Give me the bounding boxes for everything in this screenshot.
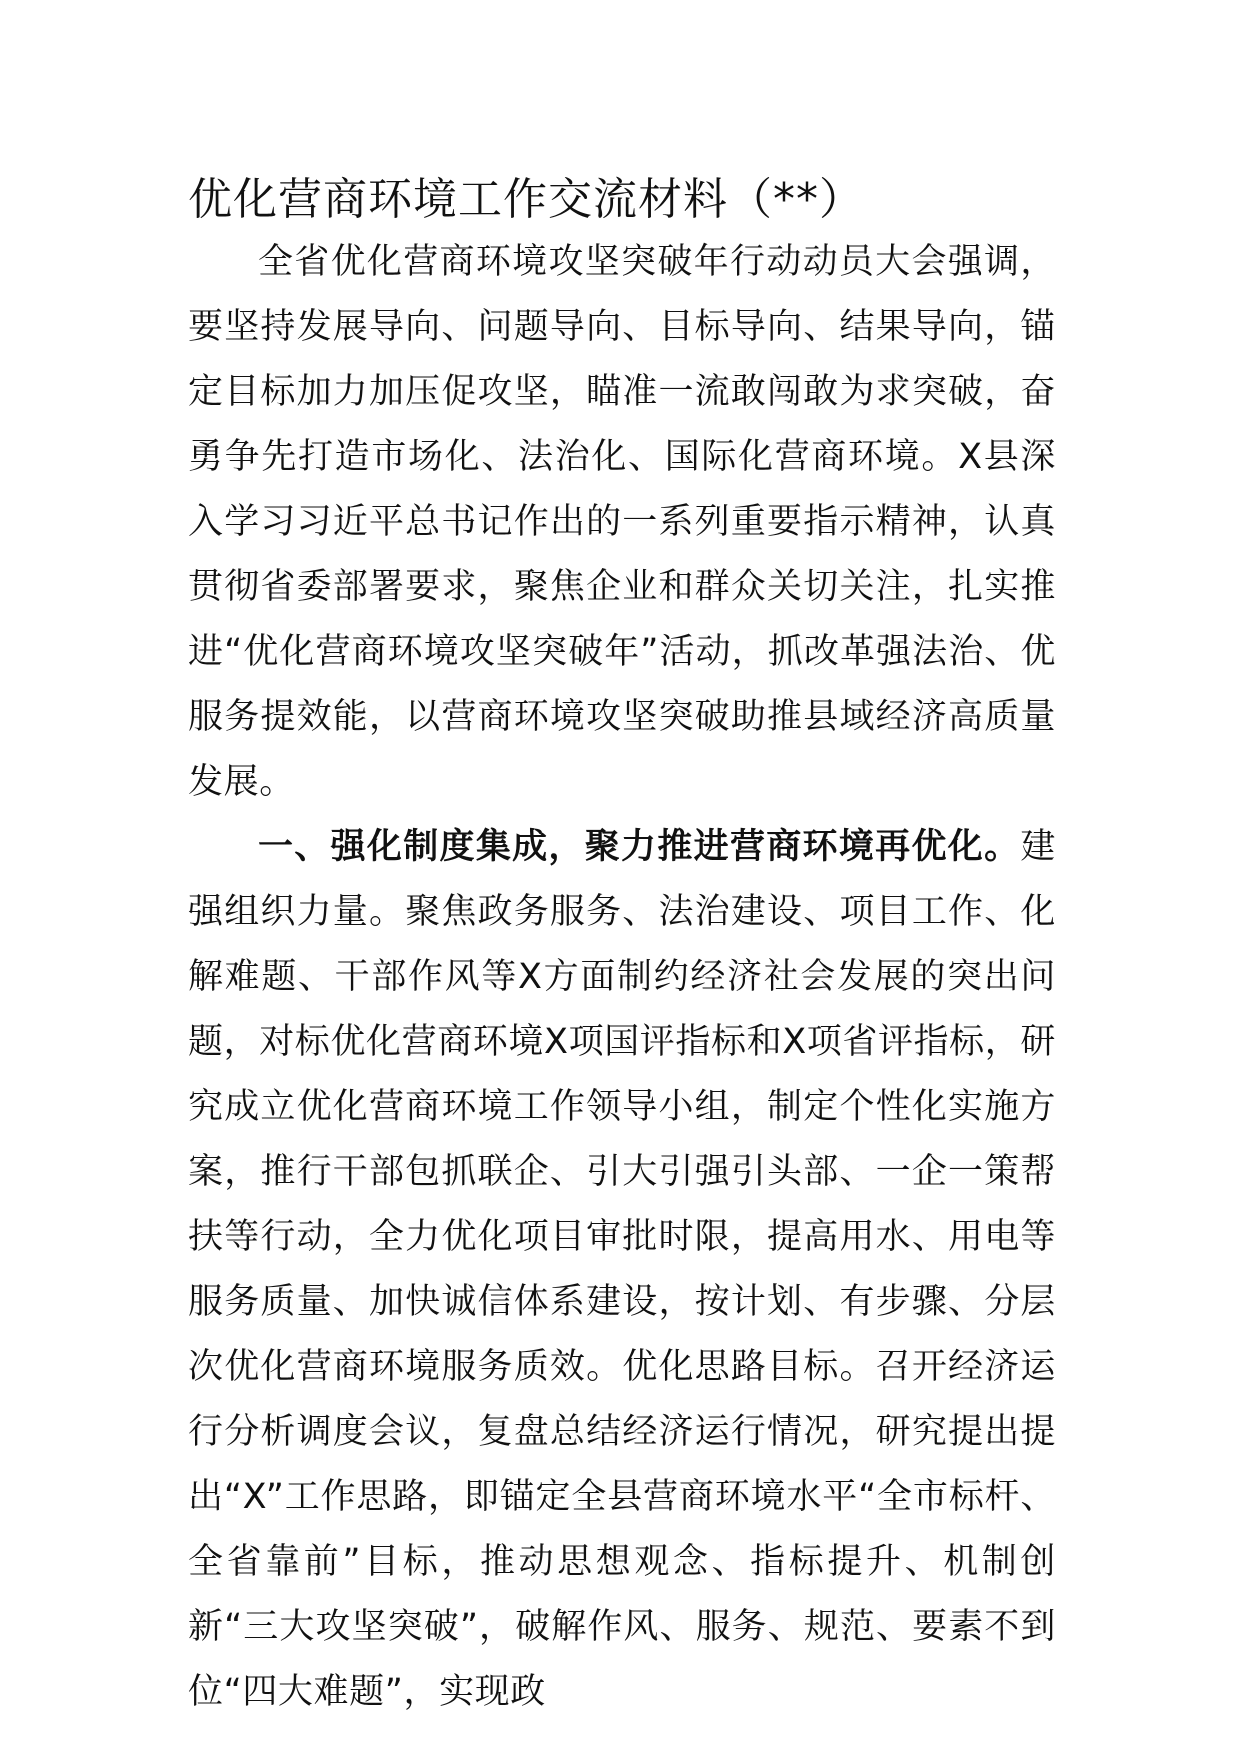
section-body-text: 建强组织力量。聚焦政务服务、法治建设、项目工作、化解难题、干部作风等X方面制约经济社会发展的突出问题，对标优化营商环境X项国评指标和X项省评指标，研究成立优化营商环境工作领导小组，制定个性化实施方案，推行干部包抓联企、引大引强引头部、一企一策帮扶等行动，全力优化项目审批时限，提高用水、用电等服务质量、加快诚信体系建设，按计划、有步骤、分层次优化营商环境服务质效。优化思路目标。召开经济运行分析调度会议，复盘总结经济运行情况，研究提出提出“X”工作思路，即锚定全县营商环境水平“全市标杆、全省靠前”目标，推动思想观念、指标提升、机制创新“三大攻坚突破”，破解作风、服务、规范、要素不到位“四大难题”，实现政 [188, 827, 1056, 1712]
paragraph-intro: 全省优化营商环境攻坚突破年行动动员大会强调，要坚持发展导向、问题导向、目标导向、结果导向，锚定目标加力加压促攻坚，瞄准一流敢闯敢为求突破，奋勇争先打造市场化、法治化、国际化营商环境。X县深入学习习近平总书记作出的一系列重要指示精神，认真贯彻省委部署要求，聚焦企业和群众关切关注，扎实推进“优化营商环境攻坚突破年”活动，抓改革强法治、优服务提效能，以营商环境攻坚突破助推县域经济高质量发展。 [188, 242, 1056, 802]
paragraph-section-1 [188, 815, 1056, 1725]
document-title: 优化营商环境工作交流材料（**） [188, 174, 864, 225]
document-body [188, 230, 1056, 1725]
section-heading: 一、强化制度集成，聚力推进营商环境再优化。 [258, 827, 1021, 867]
